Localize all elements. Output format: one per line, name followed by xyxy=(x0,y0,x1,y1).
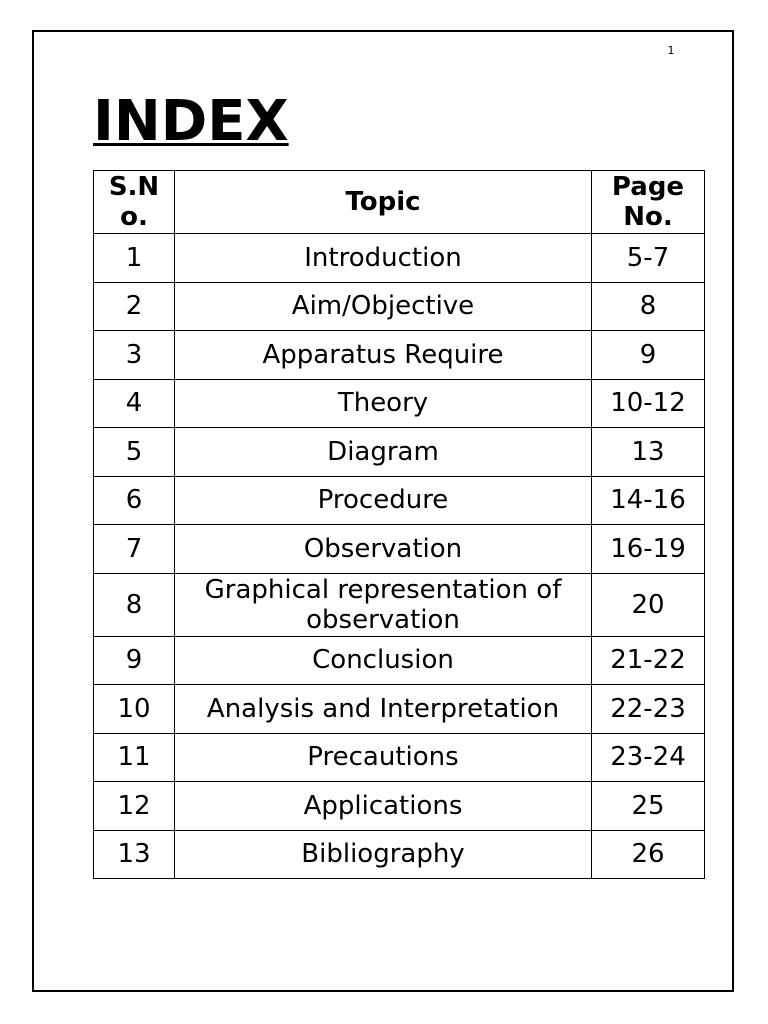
cell-topic: Apparatus Require xyxy=(175,331,592,380)
cell-topic: Precautions xyxy=(175,733,592,782)
table-row xyxy=(94,573,705,636)
cell-topic: Analysis and Interpretation xyxy=(175,685,592,734)
table-row xyxy=(94,428,705,477)
cell-page: 16-19 xyxy=(592,525,705,574)
cell-topic: Observation xyxy=(175,525,592,574)
table-row xyxy=(94,234,705,283)
cell-sno: 4 xyxy=(94,379,175,428)
table-row xyxy=(94,282,705,331)
table-row xyxy=(94,685,705,734)
cell-topic: Aim/Objective xyxy=(175,282,592,331)
cell-page: 23-24 xyxy=(592,733,705,782)
table-row xyxy=(94,782,705,831)
cell-sno: 2 xyxy=(94,282,175,331)
cell-sno: 5 xyxy=(94,428,175,477)
header-sno: S.N o. xyxy=(94,171,175,234)
cell-topic: Procedure xyxy=(175,476,592,525)
cell-page: 25 xyxy=(592,782,705,831)
cell-sno: 9 xyxy=(94,636,175,685)
table-row xyxy=(94,830,705,879)
cell-sno: 10 xyxy=(94,685,175,734)
cell-topic: Introduction xyxy=(175,234,592,283)
table-row xyxy=(94,379,705,428)
table-row xyxy=(94,636,705,685)
cell-sno: 11 xyxy=(94,733,175,782)
cell-page: 26 xyxy=(592,830,705,879)
cell-sno: 8 xyxy=(94,573,175,636)
table-row xyxy=(94,476,705,525)
cell-page: 10-12 xyxy=(592,379,705,428)
header-topic: Topic xyxy=(175,171,592,234)
cell-page: 14-16 xyxy=(592,476,705,525)
cell-page: 20 xyxy=(592,573,705,636)
cell-page: 13 xyxy=(592,428,705,477)
cell-topic: Applications xyxy=(175,782,592,831)
cell-sno: 13 xyxy=(94,830,175,879)
index-table xyxy=(93,170,705,879)
header-page: Page No. xyxy=(592,171,705,234)
table-row xyxy=(94,733,705,782)
cell-page: 9 xyxy=(592,331,705,380)
cell-page: 5-7 xyxy=(592,234,705,283)
cell-topic: Conclusion xyxy=(175,636,592,685)
cell-topic: Bibliography xyxy=(175,830,592,879)
table-header-row xyxy=(94,171,705,234)
table-row xyxy=(94,331,705,380)
cell-page: 22-23 xyxy=(592,685,705,734)
cell-sno: 6 xyxy=(94,476,175,525)
cell-sno: 7 xyxy=(94,525,175,574)
cell-page: 21-22 xyxy=(592,636,705,685)
table-row xyxy=(94,525,705,574)
cell-page: 8 xyxy=(592,282,705,331)
page-title: INDEX xyxy=(93,89,289,154)
cell-sno: 3 xyxy=(94,331,175,380)
cell-topic: Diagram xyxy=(175,428,592,477)
page-number: 1 xyxy=(667,44,675,57)
cell-topic: Graphical representation of observation xyxy=(175,573,592,636)
cell-sno: 12 xyxy=(94,782,175,831)
cell-sno: 1 xyxy=(94,234,175,283)
cell-topic: Theory xyxy=(175,379,592,428)
